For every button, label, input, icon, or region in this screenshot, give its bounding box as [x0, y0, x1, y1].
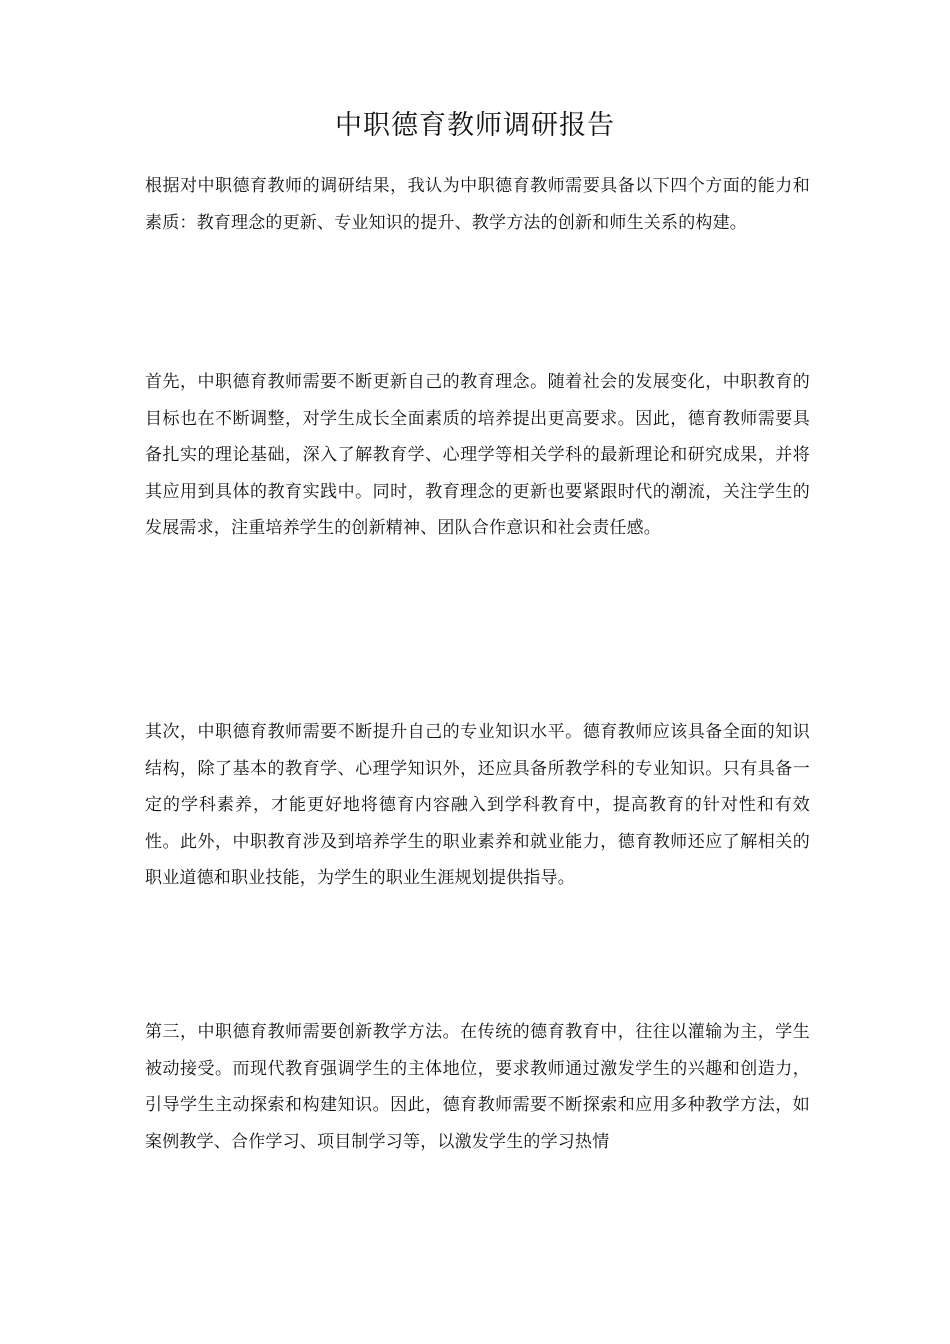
paragraph-first: 首先，中职德育教师需要不断更新自己的教育理念。随着社会的发展变化，中职教育的目标也在不断调整，对学生成长全面素质的培养提出更高要求。因此，德育教师需要具备扎实的理论基础，深入了解教育学、心理学等相关学科的最新理论和研究成果，并将其应用到具体的教育实践中。同时，教育理念的更新也要紧跟时代的潮流，关注学生的发展需求，注重培养学生的创新精神、团队合作意识和社会责任感。 [145, 372, 810, 539]
document-title: 中职德育教师调研报告 [335, 110, 615, 141]
paragraph-intro: 根据对中职德育教师的调研结果，我认为中职德育教师需要具备以下四个方面的能力和素质：教育理念的更新、专业知识的提升、教学方法的创新和师生关系的构建。 [145, 176, 810, 233]
paragraph-third: 第三，中职德育教师需要创新教学方法。在传统的德育教育中，往往以灌输为主，学生被动接受。而现代教育强调学生的主体地位，要求教师通过激发学生的兴趣和创造力，引导学生主动探索和构建知识。因此，德育教师需要不断探索和应用多种教学方法，如案例教学、合作学习、项目制学习等，以激发学生的学习热情 [145, 1022, 810, 1152]
paragraph-second: 其次，中职德育教师需要不断提升自己的专业知识水平。德育教师应该具备全面的知识结构，除了基本的教育学、心理学知识外，还应具备所教学科的专业知识。只有具备一定的学科素养，才能更好地将德育内容融入到学科教育中，提高教育的针对性和有效性。此外，中职教育涉及到培养学生的职业素养和就业能力，德育教师还应了解相关的职业道德和职业技能，为学生的职业生涯规划提供指导。 [145, 722, 810, 889]
